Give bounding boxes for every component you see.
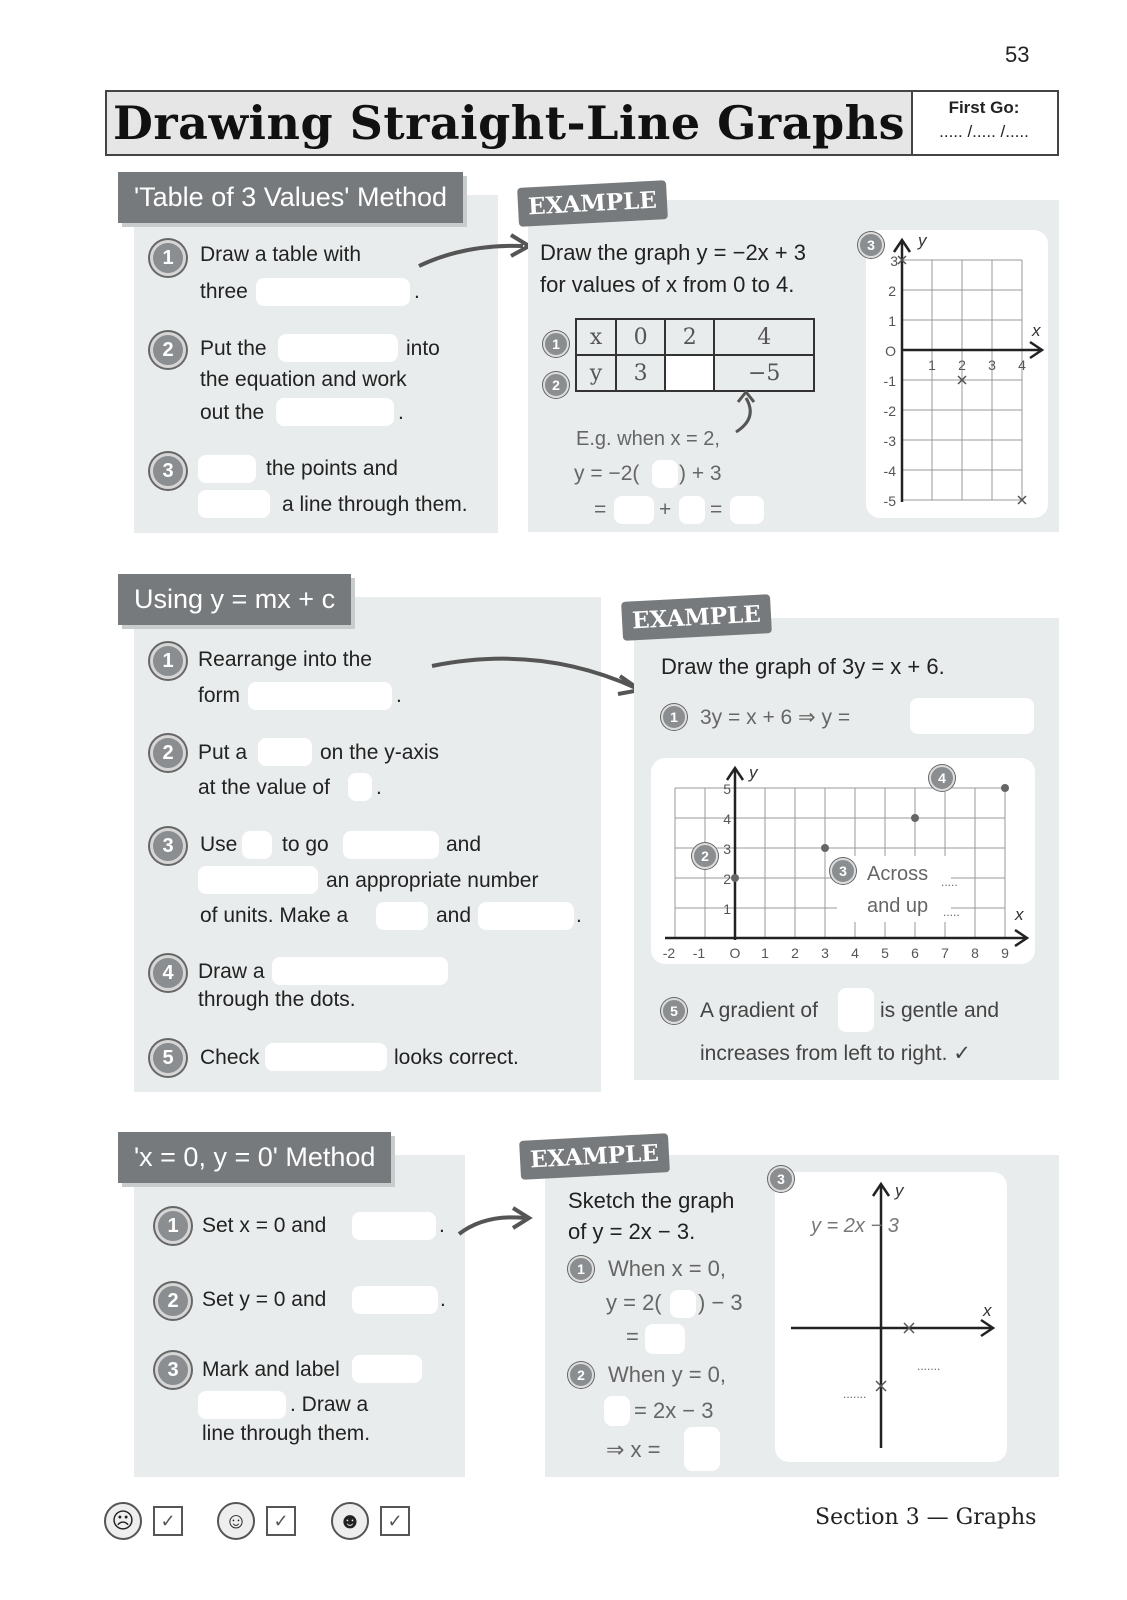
sec3-step3-l2: . Draw a bbox=[290, 1393, 369, 1416]
sec1-step1-l2: three bbox=[200, 280, 248, 303]
sec2-step5-circle: 5 bbox=[150, 1040, 186, 1076]
sec3-graph bbox=[775, 1172, 1007, 1462]
svg-text:-5: -5 bbox=[883, 493, 896, 509]
svg-text:x: x bbox=[1032, 321, 1041, 340]
sec1-blank-4[interactable] bbox=[198, 455, 256, 483]
first-go-label: First Go: bbox=[948, 98, 1020, 117]
sec1-step2-l1a: Put the bbox=[200, 337, 267, 360]
svg-text:8: 8 bbox=[971, 945, 979, 961]
sec1-step2-l3a: out the bbox=[200, 401, 265, 424]
sec3-graph-step-circle: 3 bbox=[768, 1166, 794, 1192]
svg-text:-2: -2 bbox=[883, 403, 896, 419]
page-title-box bbox=[105, 90, 913, 156]
sec1-tab: 'Table of 3 Values' Method bbox=[118, 172, 463, 223]
sec2-step3-l1c: and bbox=[446, 833, 482, 856]
svg-text:-2: -2 bbox=[662, 945, 676, 961]
sec1-eg1: E.g. when x = 2, bbox=[576, 428, 720, 450]
happy-checkbox[interactable]: ✓ bbox=[380, 1506, 410, 1536]
sec2-step2-l2a: at the value of bbox=[198, 776, 330, 799]
page-title: Drawing Straight-Line Graphs bbox=[113, 96, 905, 150]
sec3-step2-circle: 2 bbox=[155, 1283, 191, 1319]
sec3-step3-circle: 3 bbox=[155, 1352, 191, 1388]
neutral-face-icon: ☺ bbox=[217, 1502, 255, 1540]
svg-text:-1: -1 bbox=[692, 945, 706, 961]
sec1-blank-3[interactable] bbox=[276, 398, 394, 426]
page-number: 53 bbox=[1005, 42, 1030, 67]
values-table-row-y bbox=[576, 355, 814, 391]
sec3-example-q1: Sketch the graph bbox=[568, 1188, 735, 1213]
svg-text:-3: -3 bbox=[883, 433, 896, 449]
sec1-step3-circle: 3 bbox=[150, 453, 186, 489]
sec2-arrow bbox=[430, 648, 650, 698]
sec2-example-blank-2[interactable] bbox=[838, 988, 874, 1032]
svg-text:y: y bbox=[895, 1181, 904, 1200]
sec3-example-blank-4[interactable] bbox=[684, 1427, 720, 1471]
svg-text:5: 5 bbox=[881, 945, 889, 961]
svg-text:4: 4 bbox=[851, 945, 859, 961]
sec2-step4-l1: Draw a bbox=[198, 960, 265, 983]
sec3-blank-4[interactable] bbox=[198, 1391, 286, 1419]
sec1-blank-eg4[interactable] bbox=[730, 496, 764, 524]
svg-text:Across: Across bbox=[867, 863, 929, 885]
sec1-example-q2: for values of x from 0 to 4. bbox=[540, 272, 795, 297]
svg-text:-4: -4 bbox=[883, 463, 896, 479]
sec3-example-s2-circle: 2 bbox=[568, 1362, 594, 1388]
sec3-step1-circle: 1 bbox=[155, 1208, 191, 1244]
sec2-graph-n4: 4 bbox=[929, 765, 955, 791]
svg-text:1: 1 bbox=[888, 313, 896, 329]
table-cell: −5 bbox=[714, 355, 814, 391]
sec3-step1-l1b: . bbox=[439, 1214, 445, 1237]
first-go-date: ..... /..... /..... bbox=[939, 122, 1029, 141]
svg-text:1: 1 bbox=[723, 901, 731, 917]
sec3-example-s1c: = bbox=[626, 1324, 639, 1349]
sec3-example-blank-2[interactable] bbox=[645, 1324, 685, 1354]
svg-text:-1: -1 bbox=[883, 373, 896, 389]
sec3-example-blank-1[interactable] bbox=[670, 1290, 696, 1318]
sec1-example-row2-circle: 2 bbox=[543, 372, 569, 398]
sec1-blank-eg2[interactable] bbox=[614, 496, 654, 524]
sec1-step3-l2: a line through them. bbox=[282, 493, 468, 516]
svg-text:and up: and up bbox=[867, 895, 929, 917]
svg-text:y: y bbox=[918, 231, 927, 250]
table-cell: 3 bbox=[616, 355, 665, 391]
sec1-step1-l1: Draw a table with bbox=[200, 243, 362, 266]
sec1-table-arrow bbox=[728, 388, 768, 438]
sec2-example-s5-circle: 5 bbox=[661, 998, 687, 1024]
svg-text:1: 1 bbox=[928, 357, 936, 373]
table-cell-blank[interactable] bbox=[665, 355, 714, 391]
sec2-blank-3[interactable] bbox=[348, 773, 372, 801]
sec2-step3-l3a: of units. Make a bbox=[200, 904, 349, 927]
sec2-step2-l2b: . bbox=[376, 776, 382, 799]
sec2-blank-7[interactable] bbox=[376, 902, 428, 930]
sec2-graph-n3: 3 bbox=[830, 858, 856, 884]
sec2-example-q: Draw the graph of 3y = x + 6. bbox=[661, 654, 945, 679]
svg-text:.......: ....... bbox=[843, 1387, 867, 1401]
svg-text:3: 3 bbox=[890, 253, 898, 269]
svg-text:6: 6 bbox=[911, 945, 919, 961]
sec3-step1-l1a: Set x = 0 and bbox=[202, 1214, 327, 1237]
table-cell: y bbox=[576, 355, 616, 391]
sec1-graph-step-circle: 3 bbox=[858, 232, 884, 258]
sec2-example-s5a: A gradient of bbox=[700, 999, 818, 1022]
sec2-step2-l1a: Put a bbox=[198, 741, 248, 764]
svg-text:1: 1 bbox=[761, 945, 769, 961]
svg-text:O: O bbox=[729, 945, 741, 961]
sec2-step3-l2: an appropriate number bbox=[326, 869, 539, 892]
sec2-blank-6[interactable] bbox=[198, 866, 318, 894]
sec2-tab: Using y = mx + c bbox=[118, 574, 351, 625]
svg-text:3: 3 bbox=[821, 945, 829, 961]
sec1-blank-eg3[interactable] bbox=[679, 496, 705, 524]
table-cell: 2 bbox=[665, 319, 714, 355]
sec1-step2-l2: the equation and work bbox=[200, 368, 407, 391]
sad-face-icon: ☹ bbox=[104, 1502, 142, 1540]
sec2-step2-l1b: on the y-axis bbox=[320, 741, 440, 764]
sec2-step5-l1a: Check bbox=[200, 1046, 260, 1069]
sec1-eg3c: = bbox=[710, 498, 723, 521]
sec2-step3-circle: 3 bbox=[150, 828, 186, 864]
svg-text:x: x bbox=[1015, 905, 1024, 924]
svg-text:.......: ....... bbox=[917, 1359, 941, 1373]
sec2-blank-10[interactable] bbox=[265, 1043, 387, 1071]
sec1-step2-l1b: into bbox=[406, 337, 440, 360]
sec2-example-s1: 3y = x + 6 ⇒ y = bbox=[700, 706, 851, 729]
svg-text:y: y bbox=[749, 763, 758, 782]
values-table bbox=[575, 318, 815, 392]
sec2-example-s1-circle: 1 bbox=[661, 704, 687, 730]
sec2-blank-1[interactable] bbox=[248, 682, 392, 710]
svg-text:x: x bbox=[983, 1301, 992, 1320]
sec3-blank-2[interactable] bbox=[352, 1286, 438, 1314]
values-table-row-x bbox=[576, 319, 814, 355]
sec3-example-s1b1: y = 2( bbox=[606, 1290, 662, 1315]
sec3-example-s1b2: ) − 3 bbox=[698, 1290, 743, 1315]
svg-text:2: 2 bbox=[791, 945, 799, 961]
happy-face-icon: ☻ bbox=[331, 1502, 369, 1540]
sec2-blank-4[interactable] bbox=[242, 831, 272, 859]
svg-text:9: 9 bbox=[1001, 945, 1009, 961]
table-cell: 0 bbox=[616, 319, 665, 355]
sec2-step3-l3c: . bbox=[576, 904, 582, 927]
sec2-example-s5b: is gentle and bbox=[880, 999, 1000, 1022]
sec3-example-s1-circle: 1 bbox=[568, 1256, 594, 1282]
sec3-example-s2b: = 2x − 3 bbox=[634, 1398, 714, 1423]
sec2-example-blank-1[interactable] bbox=[910, 698, 1034, 734]
table-cell: 4 bbox=[714, 319, 814, 355]
svg-text:.....: ..... bbox=[943, 905, 960, 919]
sec2-step1-l2a: form bbox=[198, 684, 240, 707]
sec3-step3-l3: line through them. bbox=[202, 1422, 371, 1445]
sec1-eg2b: ) + 3 bbox=[679, 462, 722, 485]
sec2-step3-l1b: to go bbox=[282, 833, 329, 856]
svg-text:4: 4 bbox=[1018, 357, 1026, 373]
sec2-step3-l1a: Use bbox=[200, 833, 238, 856]
sec3-blank-3[interactable] bbox=[352, 1355, 422, 1383]
svg-text:O: O bbox=[885, 343, 896, 359]
sec2-step1-l1: Rearrange into the bbox=[198, 648, 372, 671]
sec1-graph bbox=[866, 230, 1048, 518]
sec1-step1-l2b: . bbox=[414, 280, 420, 303]
sec2-step4-circle: 4 bbox=[150, 955, 186, 991]
sec1-example-row1-circle: 1 bbox=[543, 331, 569, 357]
neutral-checkbox[interactable]: ✓ bbox=[266, 1506, 296, 1536]
sec2-blank-8[interactable] bbox=[478, 902, 574, 930]
section-footer: Section 3 — Graphs bbox=[815, 1505, 1037, 1530]
sec2-step2-circle: 2 bbox=[150, 735, 186, 771]
sec3-step2-l1a: Set y = 0 and bbox=[202, 1288, 327, 1311]
sec2-step1-l2b: . bbox=[396, 684, 402, 707]
sec1-example-q1: Draw the graph y = −2x + 3 bbox=[540, 240, 806, 265]
svg-text:.....: ..... bbox=[941, 875, 958, 889]
sec2-blank-5[interactable] bbox=[343, 831, 439, 859]
sec3-example-q2: of y = 2x − 3. bbox=[568, 1219, 696, 1244]
sec1-blank-1[interactable] bbox=[256, 278, 410, 306]
sec3-example-s1a: When x = 0, bbox=[608, 1256, 727, 1281]
sec2-step1-circle: 1 bbox=[150, 643, 186, 679]
sec1-example-badge: EXAMPLE bbox=[517, 180, 668, 227]
sec1-eg2a: y = −2( bbox=[574, 462, 640, 485]
sec2-example-s5c: increases from left to right. ✓ bbox=[700, 1042, 971, 1065]
svg-text:3: 3 bbox=[723, 841, 731, 857]
sec1-eg3b: + bbox=[659, 498, 672, 521]
sec1-eg3a: = bbox=[594, 498, 607, 521]
svg-text:2: 2 bbox=[888, 283, 896, 299]
sec2-step4-l2: through the dots. bbox=[198, 988, 356, 1011]
sec1-step2-circle: 2 bbox=[150, 332, 186, 368]
table-cell: x bbox=[576, 319, 616, 355]
sec2-graph-n2: 2 bbox=[692, 843, 718, 869]
svg-text:3: 3 bbox=[988, 357, 996, 373]
svg-text:y = 2x − 3: y = 2x − 3 bbox=[811, 1215, 899, 1237]
first-go-box bbox=[911, 90, 1059, 156]
sec2-blank-9[interactable] bbox=[272, 957, 448, 985]
sec2-example-badge: EXAMPLE bbox=[621, 594, 772, 641]
sec2-step5-l1b: looks correct. bbox=[394, 1046, 519, 1069]
sec3-example-s2a: When y = 0, bbox=[608, 1362, 727, 1387]
sec2-blank-2[interactable] bbox=[258, 738, 312, 766]
sec3-step3-l1: Mark and label bbox=[202, 1358, 340, 1381]
sec1-blank-5[interactable] bbox=[198, 490, 270, 518]
sec3-step2-l1b: . bbox=[440, 1288, 446, 1311]
sec1-blank-eg1[interactable] bbox=[652, 460, 678, 488]
svg-text:2: 2 bbox=[958, 357, 966, 373]
sec3-example-blank-3[interactable] bbox=[604, 1396, 630, 1426]
sec1-step1-circle: 1 bbox=[150, 240, 186, 276]
svg-text:7: 7 bbox=[941, 945, 949, 961]
sec1-arrow bbox=[415, 230, 535, 275]
svg-text:2: 2 bbox=[723, 871, 731, 887]
sec3-blank-1[interactable] bbox=[352, 1212, 436, 1240]
sec3-tab: 'x = 0, y = 0' Method bbox=[118, 1132, 391, 1183]
sec1-blank-2[interactable] bbox=[278, 334, 398, 362]
sec3-example-badge: EXAMPLE bbox=[519, 1133, 670, 1180]
sec3-example-s2c: ⇒ x = bbox=[606, 1437, 661, 1462]
svg-text:5: 5 bbox=[723, 781, 731, 797]
sec1-step2-l3b: . bbox=[398, 401, 404, 424]
sec2-step3-l3b: and bbox=[436, 904, 472, 927]
sad-checkbox[interactable]: ✓ bbox=[153, 1506, 183, 1536]
sec3-arrow bbox=[455, 1200, 535, 1240]
svg-text:4: 4 bbox=[723, 811, 731, 827]
sec1-step3-l1: the points and bbox=[266, 457, 398, 480]
